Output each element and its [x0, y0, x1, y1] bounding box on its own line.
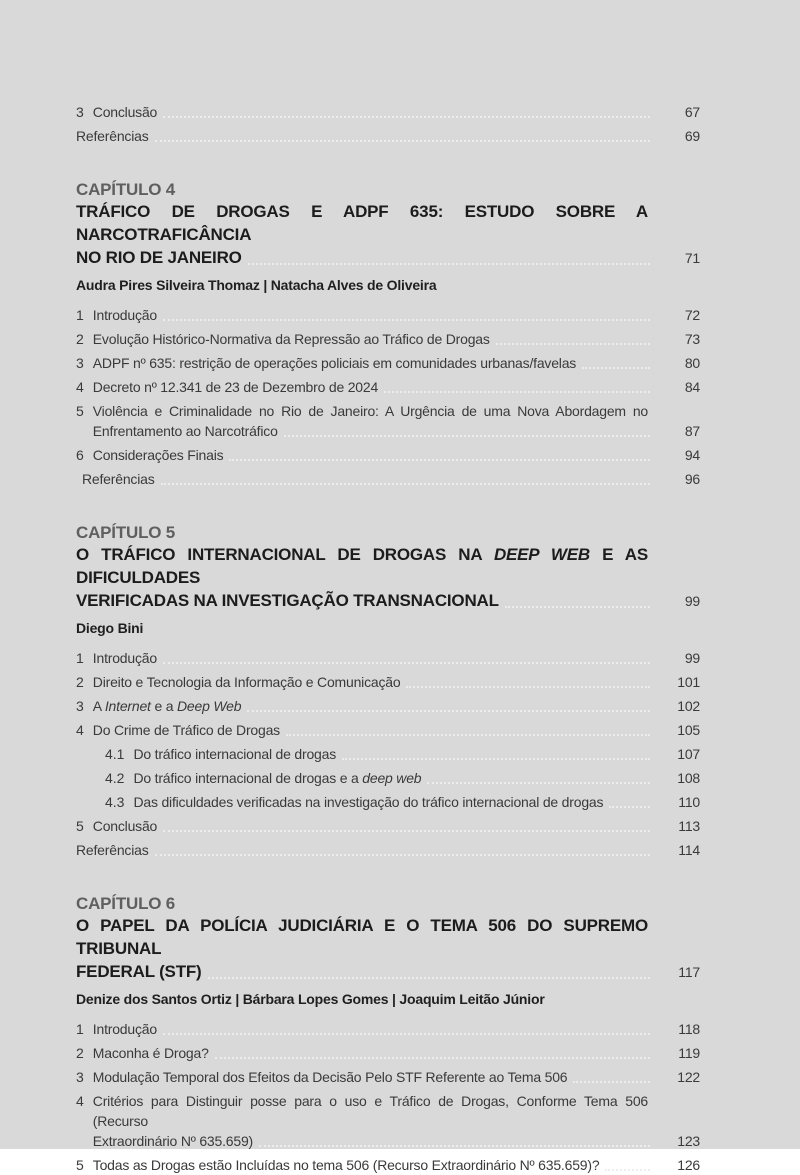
entry-line — [82, 469, 700, 489]
entry-line — [133, 768, 700, 788]
entry-line — [93, 720, 700, 740]
dotted-leader — [155, 140, 650, 142]
continued-entries — [76, 102, 700, 146]
dotted-leader — [427, 782, 650, 784]
entry-number: 5 — [76, 818, 84, 834]
entry-line — [93, 305, 700, 325]
toc-entry — [76, 401, 700, 441]
toc-sections — [76, 102, 700, 1175]
toc-entry — [76, 1155, 700, 1175]
page-number: 80 — [684, 355, 700, 371]
page-number: 99 — [684, 593, 700, 609]
text-segment: Conclusão — [92, 818, 158, 834]
entry-lines — [93, 445, 700, 465]
entry-text — [93, 445, 224, 465]
entry-text — [93, 102, 157, 122]
entry-lines — [93, 1067, 700, 1087]
entry-line — [93, 696, 700, 716]
entry-line — [93, 1043, 700, 1063]
entry-lines — [93, 353, 700, 373]
entry-text — [93, 421, 278, 441]
chapter-title-line — [76, 960, 700, 984]
text-segment: Internet — [104, 698, 151, 714]
dotted-leader — [605, 1169, 650, 1171]
page-number: 108 — [677, 770, 700, 786]
toc-entry — [76, 377, 700, 397]
entry-lines — [76, 126, 700, 146]
entry-line — [93, 1131, 700, 1151]
text-segment: Das dificuldades verificadas na investigação do tráfico internacional de drogas — [133, 794, 604, 810]
chapter-entries — [76, 1019, 700, 1175]
text-segment: e a — [150, 698, 177, 714]
entry-text — [93, 1131, 253, 1151]
page-number: 71 — [684, 250, 700, 266]
text-segment: Referências — [82, 471, 155, 487]
entry-text — [93, 720, 280, 740]
toc-entry — [76, 1019, 700, 1039]
entry-text — [93, 1019, 157, 1039]
toc-entry — [76, 445, 700, 465]
entry-text — [133, 792, 603, 812]
entry-line — [93, 377, 700, 397]
page-number: 73 — [684, 331, 700, 347]
entry-text — [93, 305, 157, 325]
dotted-leader — [259, 1145, 650, 1147]
entry-lines — [93, 401, 700, 441]
entry-number: 3 — [76, 698, 84, 714]
entry-text — [93, 816, 157, 836]
page-number: 72 — [684, 307, 700, 323]
toc-entry — [105, 744, 700, 764]
entry-text — [76, 916, 648, 958]
page-number: 113 — [678, 818, 700, 834]
dotted-leader — [163, 116, 650, 118]
entry-number: 5 — [76, 403, 84, 419]
toc-entry — [76, 720, 700, 740]
toc-entry — [76, 102, 700, 122]
toc-entry — [76, 305, 700, 325]
entry-number: 2 — [76, 1045, 84, 1061]
chapter-title-line — [76, 200, 700, 246]
text-segment: Referências — [76, 128, 149, 144]
entry-lines — [93, 1019, 700, 1039]
text-segment: Critérios para Distinguir posse para o uso e Tráfico de Drogas, Conforme Tema 506 (Recurso — [92, 1093, 648, 1129]
entry-line — [93, 401, 700, 421]
entry-lines — [93, 816, 700, 836]
dotted-leader — [155, 854, 650, 856]
chapter-authors: Denize dos Santos Ortiz | Bárbara Lopes Gomes | Joaquim Leitão Júnior — [76, 991, 545, 1007]
entry-text — [133, 744, 336, 764]
entry-text — [93, 1043, 209, 1063]
entry-line — [93, 102, 700, 122]
text-segment: Introdução — [92, 307, 157, 323]
text-segment: Decreto nº 12.341 de 23 de Dezembro de 2024 — [92, 379, 379, 395]
toc-entry — [76, 816, 700, 836]
text-segment: NO RIO DE JANEIRO — [76, 248, 242, 267]
text-segment: Enfrentamento ao Narcotráfico — [92, 423, 278, 439]
entry-text — [93, 1067, 568, 1087]
text-segment: Do Crime de Tráfico de Drogas — [92, 722, 280, 738]
text-segment: Conclusão — [92, 104, 158, 120]
page-number: 122 — [677, 1069, 700, 1085]
entry-line — [93, 1067, 700, 1087]
entry-number: 4 — [76, 1093, 84, 1109]
entry-number: 3 — [76, 104, 84, 120]
entry-line — [93, 648, 700, 668]
entry-lines — [93, 1091, 700, 1151]
text-segment: Todas as Drogas estão Incluídas no tema 506 (Recurso Extraordinário Nº 635.659)? — [92, 1157, 600, 1173]
entry-lines — [93, 648, 700, 668]
text-segment: Do tráfico internacional de drogas — [133, 746, 337, 762]
entry-number: 4.2 — [105, 770, 125, 786]
dotted-leader — [208, 977, 650, 979]
chapter-heading — [76, 893, 700, 1175]
dotted-leader — [505, 606, 650, 608]
dotted-leader — [342, 758, 650, 760]
text-segment: Evolução Histórico-Normativa da Repressão ao Tráfico de Drogas — [92, 331, 490, 347]
page-number: 107 — [677, 746, 700, 762]
text-segment: Referências — [76, 842, 149, 858]
entry-text — [82, 469, 155, 489]
page-number: 67 — [684, 104, 700, 120]
entry-line — [76, 840, 700, 860]
chapter-title-line — [76, 246, 700, 270]
entry-lines — [93, 696, 700, 716]
chapter-title-line — [76, 589, 700, 613]
page-number: 119 — [678, 1045, 700, 1061]
page-number: 114 — [678, 842, 700, 858]
entry-number: 4 — [76, 722, 84, 738]
toc-entry — [76, 1043, 700, 1063]
dotted-leader — [163, 319, 650, 321]
toc-entry — [76, 126, 700, 146]
page-number: 94 — [684, 447, 700, 463]
dotted-leader — [215, 1057, 650, 1059]
chapter-heading — [76, 179, 700, 489]
dotted-leader — [406, 686, 650, 688]
entry-line — [76, 126, 700, 146]
text-segment: VERIFICADAS NA INVESTIGAÇÃO TRANSNACIONAL — [76, 591, 499, 610]
entry-text — [76, 246, 242, 269]
chapter-label: CAPÍTULO 6 — [76, 894, 176, 913]
entry-number: 1 — [76, 1021, 84, 1037]
page-number: 102 — [677, 698, 700, 714]
entry-line — [93, 445, 700, 465]
text-segment: Extraordinário Nº 635.659) — [92, 1133, 254, 1149]
text-segment: DEEP WEB — [493, 545, 590, 564]
entry-lines — [93, 102, 700, 122]
entry-lines — [93, 1155, 700, 1175]
entry-text — [76, 840, 149, 860]
text-segment: O PAPEL DA POLÍCIA JUDICIÁRIA E O TEMA 506 DO SUPREMO TRIBUNAL — [76, 916, 648, 958]
chapter-title — [76, 200, 700, 270]
entry-number: 4 — [76, 379, 84, 395]
text-segment: deep web — [362, 770, 422, 786]
entry-text — [76, 589, 499, 612]
entry-line — [93, 1019, 700, 1039]
page-number: 87 — [684, 423, 700, 439]
chapter-heading — [76, 522, 700, 860]
entry-text — [93, 377, 378, 397]
entry-lines — [133, 792, 700, 812]
entry-line — [133, 792, 700, 812]
dotted-leader — [573, 1081, 650, 1083]
toc-entry — [76, 353, 700, 373]
text-segment: Introdução — [92, 1021, 157, 1037]
page-number: 118 — [678, 1021, 700, 1037]
dotted-leader — [163, 1033, 650, 1035]
text-segment: E AS DIFICULDADES — [76, 545, 648, 587]
dotted-leader — [384, 391, 650, 393]
entry-line — [93, 816, 700, 836]
entry-lines — [93, 672, 700, 692]
toc-entry — [76, 1091, 700, 1151]
toc-entry — [76, 696, 700, 716]
dotted-leader — [284, 435, 650, 437]
page-number: 105 — [677, 722, 700, 738]
entry-lines — [93, 1043, 700, 1063]
page-number: 99 — [684, 650, 700, 666]
chapter-label: CAPÍTULO 4 — [76, 180, 176, 199]
chapter-entries — [76, 648, 700, 860]
dotted-leader — [229, 459, 650, 461]
dotted-leader — [161, 483, 650, 485]
entry-number: 3 — [76, 1069, 84, 1085]
text-segment: Introdução — [92, 650, 157, 666]
chapter-title-line — [76, 543, 700, 589]
entry-lines — [82, 469, 700, 489]
dotted-leader — [247, 710, 650, 712]
chapter-authors: Audra Pires Silveira Thomaz | Natacha Alves de Oliveira — [76, 277, 437, 293]
entry-text — [76, 126, 149, 146]
text-segment: Deep Web — [177, 698, 242, 714]
page-number: 84 — [684, 379, 700, 395]
entry-text — [133, 768, 421, 788]
entry-line — [93, 329, 700, 349]
dotted-leader — [496, 343, 650, 345]
entry-lines — [93, 305, 700, 325]
dotted-leader — [286, 734, 650, 736]
entry-number: 6 — [76, 447, 84, 463]
toc-entry — [105, 768, 700, 788]
text-segment: Do tráfico internacional de drogas e a — [133, 770, 363, 786]
dotted-leader — [248, 263, 650, 265]
text-segment: FEDERAL (STF) — [76, 962, 202, 981]
entry-number: 5 — [76, 1157, 84, 1173]
entry-text — [93, 696, 242, 716]
text-segment: ADPF nº 635: restrição de operações policiais em comunidades urbanas/favelas — [92, 355, 577, 371]
text-segment: A — [92, 698, 105, 714]
dotted-leader — [609, 806, 650, 808]
text-segment: Maconha é Droga? — [92, 1045, 209, 1061]
entry-number: 1 — [76, 650, 84, 666]
entry-text — [76, 545, 648, 587]
entry-line — [93, 1155, 700, 1175]
dotted-leader — [582, 367, 650, 369]
entry-lines — [93, 720, 700, 740]
chapter-label: CAPÍTULO 5 — [76, 523, 176, 542]
entry-line — [93, 672, 700, 692]
entry-lines — [76, 840, 700, 860]
chapter-entries — [76, 305, 700, 489]
entry-number: 1 — [76, 307, 84, 323]
entry-lines — [133, 744, 700, 764]
toc-entry — [105, 792, 700, 812]
entry-number: 3 — [76, 355, 84, 371]
entry-lines — [93, 377, 700, 397]
page-number: 96 — [684, 471, 700, 487]
entry-line — [93, 353, 700, 373]
entry-text — [93, 1093, 648, 1129]
entry-text — [93, 353, 576, 373]
entry-text — [76, 202, 648, 244]
dotted-leader — [163, 662, 650, 664]
page-number: 123 — [677, 1133, 700, 1149]
page-number: 69 — [684, 128, 700, 144]
page-number: 110 — [678, 794, 700, 810]
toc-entry — [82, 469, 700, 489]
page-number: 126 — [677, 1157, 700, 1173]
entry-text — [93, 329, 490, 349]
entry-text — [93, 648, 157, 668]
entry-line — [93, 1091, 700, 1131]
entry-line — [93, 421, 700, 441]
text-segment: Considerações Finais — [92, 447, 224, 463]
page-number: 117 — [678, 964, 700, 980]
entry-lines — [93, 329, 700, 349]
dotted-leader — [163, 830, 650, 832]
text-segment: O TRÁFICO INTERNACIONAL DE DROGAS NA — [76, 545, 494, 564]
chapter-title-line — [76, 914, 700, 960]
entry-number: 4.3 — [105, 794, 125, 810]
chapter-title — [76, 914, 700, 984]
text-segment: Direito e Tecnologia da Informação e Comunicação — [92, 674, 401, 690]
toc-entry — [76, 1067, 700, 1087]
text-segment: Modulação Temporal dos Efeitos da Decisão Pelo STF Referente ao Tema 506 — [92, 1069, 568, 1085]
text-segment: TRÁFICO DE DROGAS E ADPF 635: ESTUDO SOBRE A NARCOTRAFICÂNCIA — [76, 202, 648, 244]
entry-lines — [133, 768, 700, 788]
entry-number: 2 — [76, 674, 84, 690]
toc-entry — [76, 840, 700, 860]
page-number: 101 — [677, 674, 700, 690]
chapter-title — [76, 543, 700, 613]
toc-entry — [76, 672, 700, 692]
entry-text — [76, 960, 202, 983]
toc-entry — [76, 648, 700, 668]
entry-line — [133, 744, 700, 764]
text-segment: Violência e Criminalidade no Rio de Janeiro: A Urgência de uma Nova Abordagem no — [92, 403, 648, 419]
entry-number: 2 — [76, 331, 84, 347]
chapter-authors: Diego Bini — [76, 620, 144, 636]
entry-text — [93, 403, 648, 419]
entry-number: 4.1 — [105, 746, 125, 762]
entry-text — [93, 1155, 600, 1175]
entry-text — [93, 672, 401, 692]
toc-entry — [76, 329, 700, 349]
